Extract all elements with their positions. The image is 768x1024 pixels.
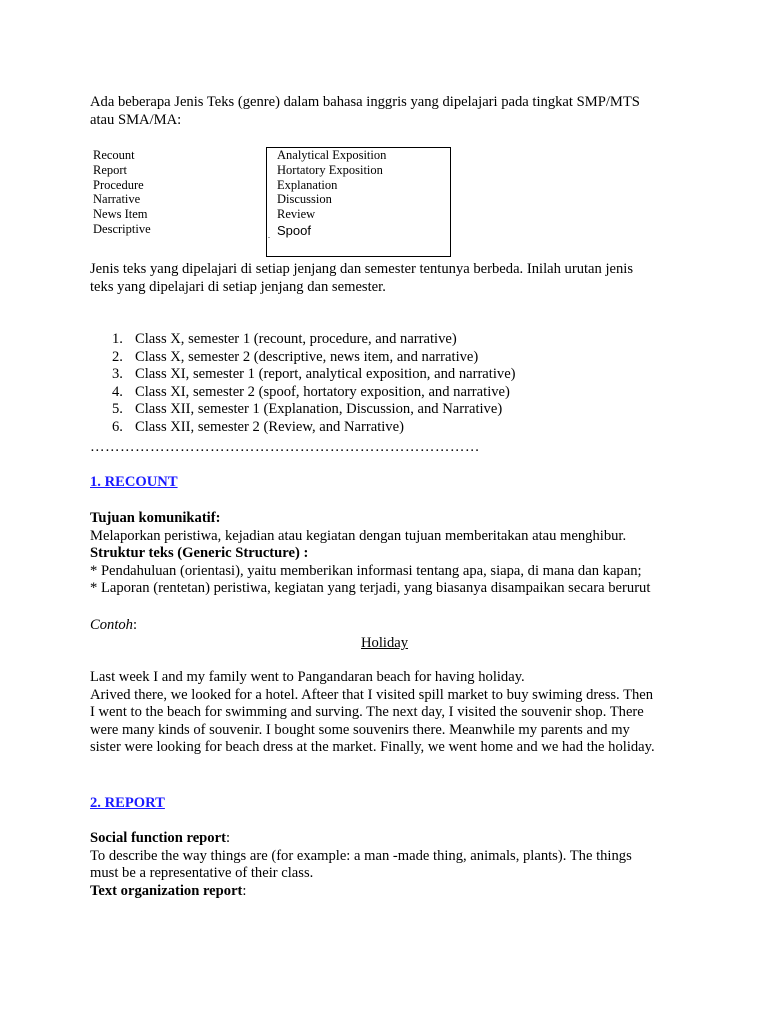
example-title: Holiday: [361, 635, 409, 651]
tujuan-text: Melaporkan peristiwa, kejadian atau kegiatan dengan tujuan memberitakan atau menghibur.: [90, 527, 627, 544]
list-item: [112, 366, 516, 384]
genre-item: Discussion: [277, 192, 332, 207]
list-item: [112, 384, 516, 402]
list-text: Class XI, semester 2 (spoof, hortatory exposition, and narrative): [135, 383, 510, 400]
struktur-point: * Laporan (rentetan) peristiwa, kegiatan yang terjadi, yang biasanya disampaikan secara berurut: [90, 580, 651, 596]
story-line: Last week I and my family went to Pangandaran beach for having holiday.: [90, 669, 525, 685]
social-colon: :: [225, 830, 230, 846]
list-number: 3.: [112, 366, 123, 382]
tujuan-label: Tujuan komunikatif:: [90, 510, 221, 526]
class-list: [112, 331, 516, 436]
genre-item: Analytical Exposition: [277, 148, 387, 162]
contoh-word: Contoh: [90, 617, 133, 633]
stray-dot: .: [268, 231, 270, 240]
social-text: must be a representative of their class.: [90, 865, 314, 881]
story-line: sister were looking for beach dress at the market. Finally, we went home and we had the holiday.: [90, 739, 655, 755]
intro-paragraph: [90, 94, 690, 129]
list-text: Class X, semester 2 (descriptive, news item, and narrative): [135, 348, 479, 365]
genre-item: Spoof: [277, 222, 311, 238]
list-number: 1.: [112, 331, 123, 347]
jenis-line: Jenis teks yang dipelajari di setiap jenjang dan semester tentunya berbeda. Inilah urutan jenis: [90, 261, 634, 277]
list-number: 4.: [112, 383, 123, 400]
list-item: [112, 349, 516, 367]
contoh-colon: :: [132, 617, 138, 633]
list-item: [112, 331, 516, 349]
social-label: Social function report: [90, 830, 226, 846]
list-number: 2.: [112, 348, 123, 365]
genre-item: Hortatory Exposition: [277, 162, 383, 177]
example-story: [90, 669, 690, 757]
struktur-point: * Pendahuluan (orientasi), yaitu memberikan informasi tentang apa, siapa, di mana dan kapan;: [90, 562, 642, 579]
list-text: Class XI, semester 1 (report, analytical exposition, and narrative): [135, 366, 516, 382]
dotted-separator: ……………………………………………………………………: [90, 439, 480, 455]
genre-item: Report: [93, 162, 128, 177]
social-text: To describe the way things are (for example: a man -made thing, animals, plants). The things: [90, 847, 632, 864]
recount-body: [90, 510, 690, 598]
genre-item: Recount: [93, 148, 135, 162]
section-heading-recount: 1. RECOUNT: [90, 474, 178, 490]
genre-item: Procedure: [93, 177, 144, 192]
story-line: were many kinds of souvenir. I bought some souvenirs there. Meanwhile my parents and my: [90, 721, 630, 738]
genre-item: Descriptive: [93, 221, 151, 236]
text-organization-line: [90, 883, 690, 901]
list-text: Class X, semester 1 (recount, procedure, and narrative): [135, 331, 457, 347]
list-item: [112, 419, 516, 437]
genre-item: Review: [277, 207, 316, 222]
social-function-line: [90, 830, 690, 848]
genre-item: Narrative: [93, 192, 141, 207]
story-line: I went to the beach for swimming and surving. The next day, I visited the souvenir shop. There: [90, 704, 644, 720]
genre-list-left: [93, 148, 151, 237]
list-text: Class XII, semester 2 (Review, and Narrative): [135, 418, 404, 435]
intro-line: atau SMA/MA:: [90, 111, 182, 128]
org-colon: :: [242, 882, 247, 899]
intro-line: Ada beberapa Jenis Teks (genre) dalam bahasa inggris yang dipelajari pada tingkat SMP/MTS: [90, 94, 640, 110]
org-label: Text organization report: [90, 882, 243, 899]
list-text: Class XII, semester 1 (Explanation, Discussion, and Narrative): [135, 401, 503, 417]
contoh-label: [90, 617, 137, 635]
section-heading-report: 2. REPORT: [90, 795, 165, 811]
list-number: 6.: [112, 418, 123, 435]
genre-item: News Item: [93, 207, 148, 222]
report-body: [90, 830, 690, 900]
struktur-label: Struktur teks (Generic Structure) :: [90, 545, 309, 561]
genre-list-right: [277, 148, 386, 239]
genre-item: Explanation: [277, 177, 338, 192]
story-line: Arived there, we looked for a hotel. Afteer that I visited spill market to buy swiming dress. Then: [90, 686, 654, 703]
jenis-paragraph: [90, 261, 690, 296]
list-item: [112, 401, 516, 419]
jenis-line: teks yang dipelajari di setiap jenjang dan semester.: [90, 278, 386, 295]
list-number: 5.: [112, 401, 123, 417]
